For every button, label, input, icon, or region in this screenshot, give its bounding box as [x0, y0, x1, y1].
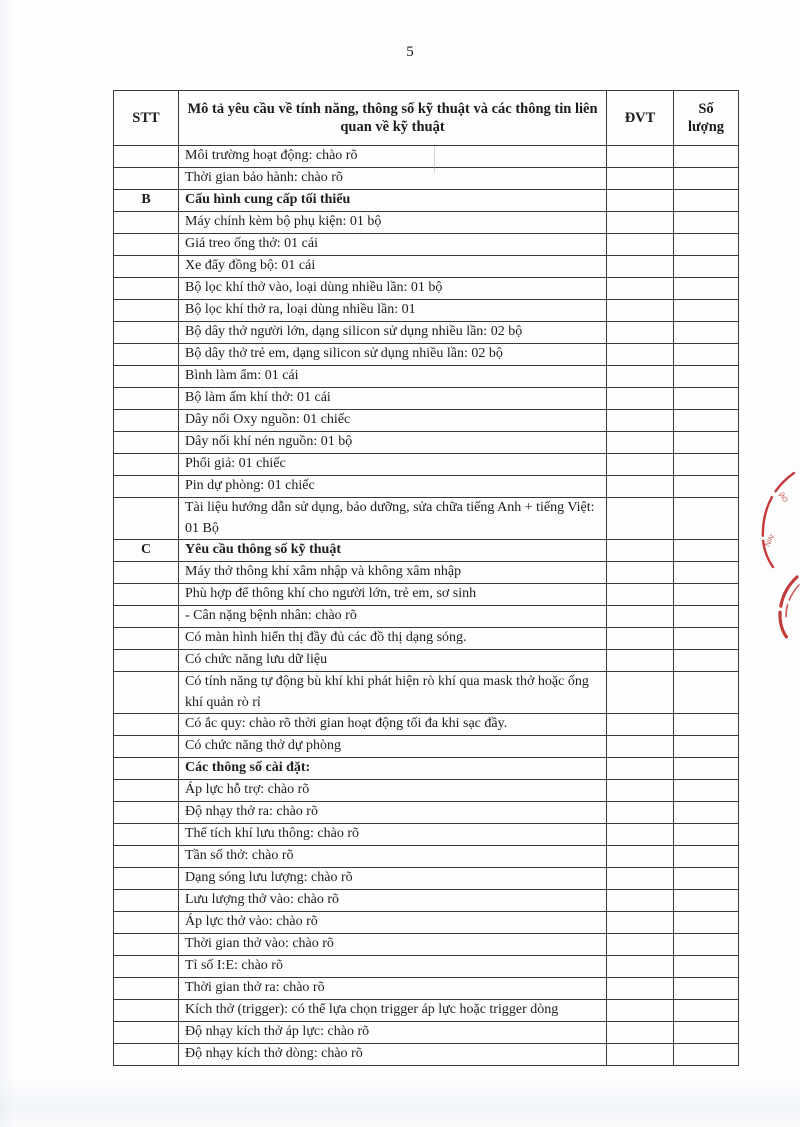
description-cell: Tài liệu hướng dẫn sử dụng, bảo dưỡng, sửa chữa tiếng Anh + tiếng Việt: 01 Bộ [179, 498, 607, 540]
spec-table-body [114, 146, 739, 1066]
table-row [114, 498, 739, 540]
description-cell: Dây nối Oxy nguồn: 01 chiếc [179, 410, 607, 432]
header-dvt: ĐVT [607, 91, 674, 146]
header-stt: STT [114, 91, 179, 146]
quantity-cell [674, 824, 739, 846]
description-cell: Lưu lượng thở vào: chào rõ [179, 890, 607, 912]
table-row [114, 846, 739, 868]
description-cell: Pin dự phòng: 01 chiếc [179, 476, 607, 498]
table-row [114, 366, 739, 388]
stt-cell [114, 868, 179, 890]
quantity-cell [674, 780, 739, 802]
dvt-cell [607, 650, 674, 672]
description-cell: Phù hợp để thông khí cho người lớn, trẻ em, sơ sinh [179, 584, 607, 606]
stt-cell [114, 650, 179, 672]
quantity-cell [674, 714, 739, 736]
quantity-cell [674, 934, 739, 956]
dvt-cell [607, 736, 674, 758]
stt-cell [114, 1000, 179, 1022]
table-row [114, 1044, 739, 1066]
description-cell: - Cân nặng bệnh nhân: chào rõ [179, 606, 607, 628]
quantity-cell [674, 540, 739, 562]
stt-cell [114, 890, 179, 912]
stt-cell [114, 584, 179, 606]
dvt-cell [607, 256, 674, 278]
official-stamp-icon [742, 455, 800, 655]
dvt-cell [607, 146, 674, 168]
quantity-cell [674, 650, 739, 672]
table-row [114, 454, 739, 476]
quantity-cell [674, 256, 739, 278]
table-row [114, 650, 739, 672]
stt-cell [114, 758, 179, 780]
stt-cell [114, 454, 179, 476]
stt-cell [114, 736, 179, 758]
description-cell: Bộ lọc khí thở vào, loại dùng nhiều lần: 01 bộ [179, 278, 607, 300]
dvt-cell [607, 388, 674, 410]
quantity-cell [674, 498, 739, 540]
table-row [114, 628, 739, 650]
description-cell: Tỉ số I:E: chào rõ [179, 956, 607, 978]
table-row [114, 300, 739, 322]
dvt-cell [607, 476, 674, 498]
description-cell: Có chức năng thở dự phòng [179, 736, 607, 758]
stt-cell [114, 1022, 179, 1044]
table-row [114, 1022, 739, 1044]
stt-cell [114, 212, 179, 234]
table-row [114, 256, 739, 278]
quantity-cell [674, 868, 739, 890]
dvt-cell [607, 628, 674, 650]
svg-text:NIN:: NIN: [764, 532, 777, 548]
quantity-cell [674, 758, 739, 780]
stt-cell [114, 366, 179, 388]
quantity-cell [674, 562, 739, 584]
stt-cell [114, 956, 179, 978]
table-row [114, 388, 739, 410]
stt-cell: C [114, 540, 179, 562]
table-row [114, 278, 739, 300]
stt-cell: B [114, 190, 179, 212]
table-row [114, 1000, 739, 1022]
dvt-cell [607, 562, 674, 584]
description-cell: Độ nhạy thở ra: chào rõ [179, 802, 607, 824]
dvt-cell [607, 278, 674, 300]
description-cell: Bộ dây thở trẻ em, dạng silicon sử dụng nhiều lần: 02 bộ [179, 344, 607, 366]
description-cell: Thời gian thở vào: chào rõ [179, 934, 607, 956]
table-row [114, 956, 739, 978]
stt-cell [114, 912, 179, 934]
table-row [114, 234, 739, 256]
description-cell: Phổi giả: 01 chiếc [179, 454, 607, 476]
description-cell: Có chức năng lưu dữ liệu [179, 650, 607, 672]
stt-cell [114, 410, 179, 432]
quantity-cell [674, 168, 739, 190]
description-cell: Thể tích khí lưu thông: chào rõ [179, 824, 607, 846]
table-row [114, 912, 739, 934]
dvt-cell [607, 234, 674, 256]
dvt-cell [607, 934, 674, 956]
stt-cell [114, 628, 179, 650]
description-cell: Kích thở (trigger): có thể lựa chọn trigger áp lực hoặc trigger dòng [179, 1000, 607, 1022]
table-row [114, 476, 739, 498]
table-row [114, 714, 739, 736]
description-cell: Xe đẩy đồng bộ: 01 cái [179, 256, 607, 278]
table-row [114, 322, 739, 344]
description-cell: Máy chính kèm bộ phụ kiện: 01 bộ [179, 212, 607, 234]
dvt-cell [607, 1022, 674, 1044]
stt-cell [114, 606, 179, 628]
description-cell: Thời gian thở ra: chào rõ [179, 978, 607, 1000]
stt-cell [114, 476, 179, 498]
dvt-cell [607, 824, 674, 846]
stt-cell [114, 168, 179, 190]
table-row [114, 758, 739, 780]
stt-cell [114, 498, 179, 540]
dvt-cell [607, 344, 674, 366]
dvt-cell [607, 606, 674, 628]
dvt-cell [607, 1000, 674, 1022]
description-cell: Độ nhạy kích thở dòng: chào rõ [179, 1044, 607, 1066]
quantity-cell [674, 1044, 739, 1066]
quantity-cell [674, 1000, 739, 1022]
description-cell: Áp lực hỗ trợ: chào rõ [179, 780, 607, 802]
description-cell: Yêu cầu thông số kỹ thuật [179, 540, 607, 562]
table-row [114, 868, 739, 890]
quantity-cell [674, 234, 739, 256]
quantity-cell [674, 672, 739, 714]
description-cell: Môi trường hoạt động: chào rõ [179, 146, 607, 168]
table-row [114, 344, 739, 366]
stt-cell [114, 802, 179, 824]
quantity-cell [674, 410, 739, 432]
quantity-cell [674, 1022, 739, 1044]
dvt-cell [607, 780, 674, 802]
description-cell: Máy thở thông khí xâm nhập và không xâm nhập [179, 562, 607, 584]
table-row [114, 540, 739, 562]
stt-cell [114, 934, 179, 956]
description-cell: Có ắc quy: chào rõ thời gian hoạt động tối đa khi sạc đầy. [179, 714, 607, 736]
dvt-cell [607, 868, 674, 890]
dvt-cell [607, 300, 674, 322]
table-row [114, 190, 739, 212]
table-row [114, 890, 739, 912]
quantity-cell [674, 912, 739, 934]
table-row [114, 168, 739, 190]
quantity-cell [674, 454, 739, 476]
quantity-cell [674, 890, 739, 912]
description-cell: Thời gian bảo hành: chào rõ [179, 168, 607, 190]
quantity-cell [674, 978, 739, 1000]
dvt-cell [607, 322, 674, 344]
dvt-cell [607, 212, 674, 234]
table-row [114, 584, 739, 606]
table-row [114, 780, 739, 802]
dvt-cell [607, 978, 674, 1000]
stt-cell [114, 978, 179, 1000]
dvt-cell [607, 366, 674, 388]
dvt-cell [607, 672, 674, 714]
official-stamp [742, 455, 800, 655]
quantity-cell [674, 476, 739, 498]
stt-cell [114, 322, 179, 344]
dvt-cell [607, 168, 674, 190]
scan-tint-left [0, 0, 14, 1127]
dvt-cell [607, 190, 674, 212]
quantity-cell [674, 300, 739, 322]
quantity-cell [674, 190, 739, 212]
stt-cell [114, 432, 179, 454]
quantity-cell [674, 628, 739, 650]
stt-cell [114, 714, 179, 736]
dvt-cell [607, 584, 674, 606]
header-description: Mô tả yêu cầu về tính năng, thông số kỹ thuật và các thông tin liên quan về kỹ thuật [179, 91, 607, 146]
table-row [114, 736, 739, 758]
description-cell: Bộ dây thở người lớn, dạng silicon sử dụng nhiều lần: 02 bộ [179, 322, 607, 344]
table-row [114, 672, 739, 714]
stt-cell [114, 300, 179, 322]
quantity-cell [674, 606, 739, 628]
description-cell: Các thông số cài đặt: [179, 758, 607, 780]
dvt-cell [607, 802, 674, 824]
dvt-cell [607, 540, 674, 562]
dvt-cell [607, 498, 674, 540]
table-row [114, 146, 739, 168]
page-number: 5 [406, 44, 414, 60]
table-row [114, 410, 739, 432]
table-row [114, 432, 739, 454]
table-row [114, 934, 739, 956]
quantity-cell [674, 366, 739, 388]
quantity-cell [674, 212, 739, 234]
stt-cell [114, 278, 179, 300]
stt-cell [114, 824, 179, 846]
description-cell: Bộ lọc khí thở ra, loại dùng nhiều lần: 01 [179, 300, 607, 322]
table-row [114, 562, 739, 584]
stt-cell [114, 672, 179, 714]
quantity-cell [674, 956, 739, 978]
quantity-cell [674, 432, 739, 454]
quantity-cell [674, 802, 739, 824]
stt-cell [114, 234, 179, 256]
dvt-cell [607, 454, 674, 476]
spec-table-header [114, 91, 739, 146]
dvt-cell [607, 912, 674, 934]
table-row [114, 212, 739, 234]
quantity-cell [674, 344, 739, 366]
dvt-cell [607, 432, 674, 454]
stt-cell [114, 256, 179, 278]
table-row [114, 606, 739, 628]
quantity-cell [674, 388, 739, 410]
stt-cell [114, 146, 179, 168]
quantity-cell [674, 278, 739, 300]
stt-cell [114, 780, 179, 802]
dvt-cell [607, 410, 674, 432]
description-cell: Dạng sóng lưu lượng: chào rõ [179, 868, 607, 890]
description-cell: Bình làm ẩm: 01 cái [179, 366, 607, 388]
stt-cell [114, 344, 179, 366]
dvt-cell [607, 890, 674, 912]
stt-cell [114, 388, 179, 410]
description-cell: Dây nối khí nén nguồn: 01 bộ [179, 432, 607, 454]
stt-cell [114, 1044, 179, 1066]
dvt-cell [607, 714, 674, 736]
quantity-cell [674, 146, 739, 168]
table-row [114, 824, 739, 846]
table-row [114, 978, 739, 1000]
scan-tint-bottom [0, 1079, 800, 1127]
dvt-cell [607, 956, 674, 978]
quantity-cell [674, 736, 739, 758]
dvt-cell [607, 758, 674, 780]
description-cell: Độ nhạy kích thở áp lực: chào rõ [179, 1022, 607, 1044]
stt-cell [114, 562, 179, 584]
spec-table [113, 90, 739, 1066]
svg-text:ЙО: ЙО [776, 491, 789, 505]
description-cell: Tần số thở: chào rõ [179, 846, 607, 868]
stt-cell [114, 846, 179, 868]
description-cell: Có màn hình hiển thị đầy đủ các đồ thị dạng sóng. [179, 628, 607, 650]
description-cell: Có tính năng tự động bù khí khi phát hiện rò khí qua mask thở hoặc ống khí quản rò rỉ [179, 672, 607, 714]
header-row [114, 91, 739, 146]
header-quantity: Số lượng [674, 91, 739, 146]
description-cell: Giá treo ống thở: 01 cái [179, 234, 607, 256]
description-cell: Bộ làm ấm khí thở: 01 cái [179, 388, 607, 410]
description-cell: Áp lực thở vào: chào rõ [179, 912, 607, 934]
quantity-cell [674, 846, 739, 868]
quantity-cell [674, 322, 739, 344]
dvt-cell [607, 1044, 674, 1066]
quantity-cell [674, 584, 739, 606]
description-cell: Cấu hình cung cấp tối thiểu [179, 190, 607, 212]
dvt-cell [607, 846, 674, 868]
table-row [114, 802, 739, 824]
